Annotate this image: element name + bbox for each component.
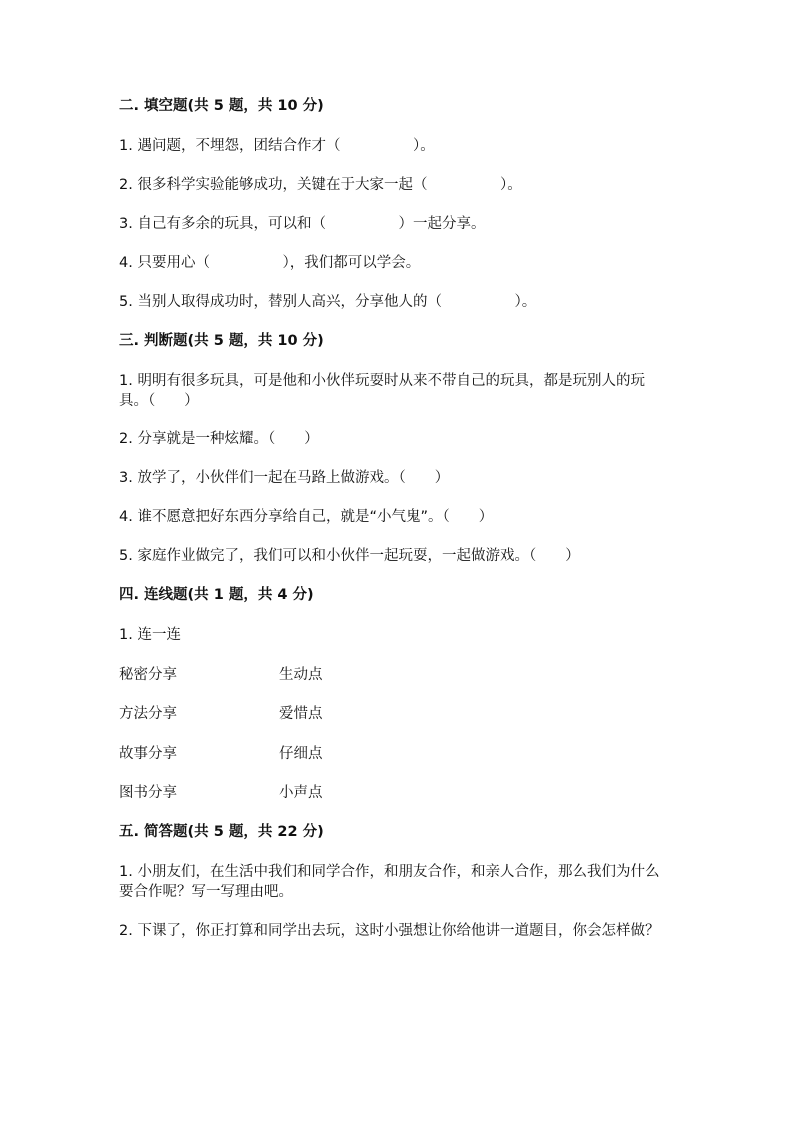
fill-blank-question-2: 2. 很多科学实验能够成功，关键在于大家一起（ ）。 (119, 177, 522, 193)
matching-pair-4 (119, 783, 679, 803)
matching-pair-1 (119, 665, 679, 685)
matching-left-item: 秘密分享 (119, 667, 177, 683)
short-answer-question-2: 2. 下课了，你正打算和同学出去玩，这时小强想让你给他讲一道题目，你会怎样做？ (119, 923, 660, 939)
matching-left-item: 图书分享 (119, 785, 177, 801)
matching-right-item: 爱惜点 (279, 706, 323, 722)
matching-right-item: 生动点 (279, 667, 323, 683)
fill-blank-question-4: 4. 只要用心（ ），我们都可以学会。 (119, 255, 421, 271)
worksheet-content (119, 96, 679, 941)
true-false-question-2: 2. 分享就是一种炫耀。（ ） (119, 431, 319, 447)
fill-blank-question-1: 1. 遇问题，不埋怨，团结合作才（ ）。 (119, 138, 435, 154)
section-title-short-answer: 五. 简答题(共 5 题，共 22 分) (119, 824, 324, 840)
matching-left-item: 方法分享 (119, 706, 177, 722)
matching-left-item: 故事分享 (119, 746, 177, 762)
fill-blank-question-5: 5. 当别人取得成功时，替别人高兴，分享他人的（ ）。 (119, 294, 537, 310)
true-false-question-4: 4. 谁不愿意把好东西分享给自己，就是“小气鬼”。（ ） (119, 509, 494, 525)
section-title-fill-blank: 二. 填空题(共 5 题，共 10 分) (119, 98, 324, 114)
true-false-question-1: 1. 明明有很多玩具，可是他和小伙伴玩耍时从来不带自己的玩具，都是玩别人的玩具。（ ） (119, 373, 645, 409)
matching-right-item: 仔细点 (279, 746, 323, 762)
section-title-true-false: 三. 判断题(共 5 题，共 10 分) (119, 333, 324, 349)
true-false-question-5: 5. 家庭作业做完了，我们可以和小伙伴一起玩耍，一起做游戏。（ ） (119, 548, 580, 564)
matching-pair-3 (119, 744, 679, 764)
short-answer-question-1: 1. 小朋友们，在生活中我们和同学合作，和朋友合作，和亲人合作，那么我们为什么要合作呢？写一写理由吧。 (119, 864, 660, 900)
section-title-matching: 四. 连线题(共 1 题，共 4 分) (119, 587, 314, 603)
matching-pair-2 (119, 704, 679, 724)
matching-right-item: 小声点 (279, 785, 323, 801)
fill-blank-question-3: 3. 自己有多余的玩具，可以和（ ）一起分享。 (119, 216, 486, 232)
true-false-question-3: 3. 放学了，小伙伴们一起在马路上做游戏。（ ） (119, 470, 450, 486)
matching-question-1: 1. 连一连 (119, 627, 181, 643)
